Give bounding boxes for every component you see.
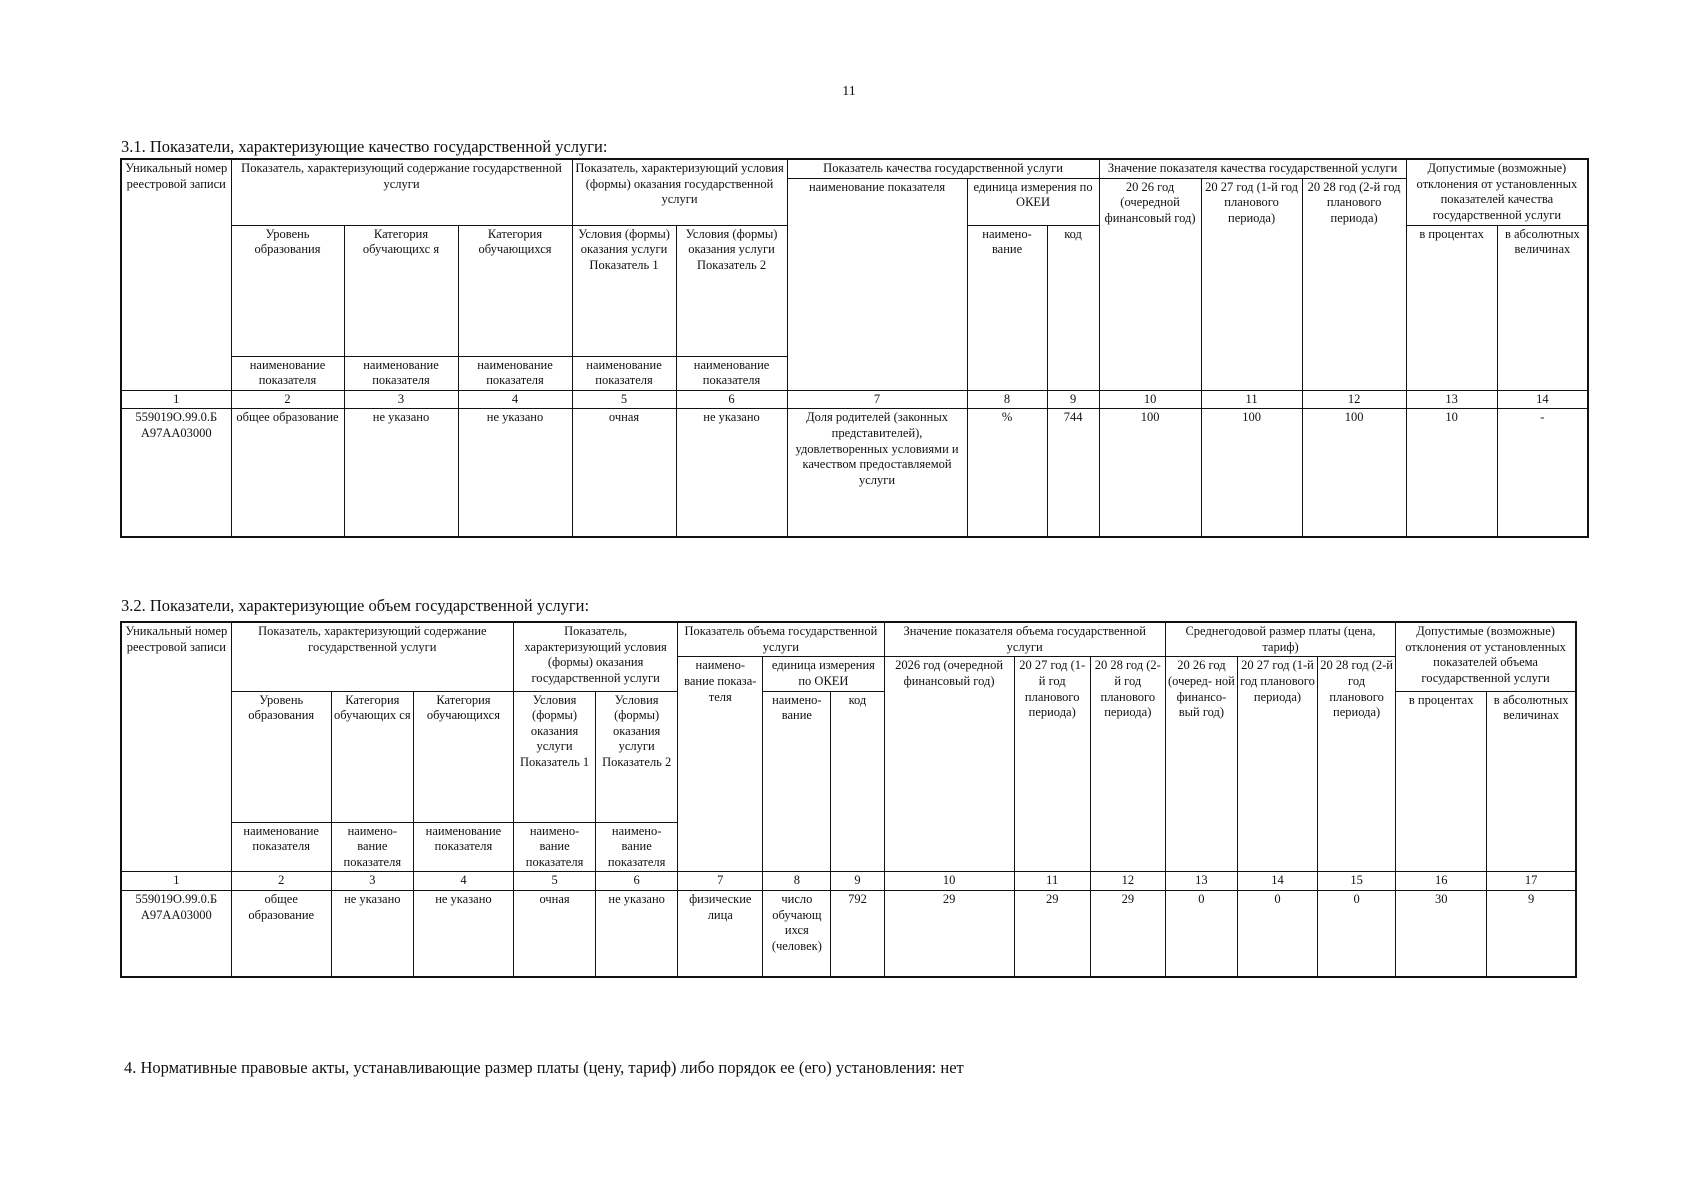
header-reg-number: Уникальный номер реестровой записи xyxy=(121,159,231,390)
header-unit-okei: единица измерения по ОКЕИ xyxy=(763,657,884,691)
column-number-cell-15: 15 xyxy=(1318,872,1396,891)
table-cell-10: 29 xyxy=(884,891,1014,977)
table-cell-16: 30 xyxy=(1396,891,1487,977)
header-student-category-1: Категория обучающих ся xyxy=(331,691,413,822)
column-number-row xyxy=(121,872,1576,891)
table-cell-5: очная xyxy=(572,409,676,537)
column-number-cell-13: 13 xyxy=(1165,872,1237,891)
header-indicator-name: наимено- вание показа- теля xyxy=(678,657,763,872)
header-indicator-name-sub: наименование показателя xyxy=(572,356,676,390)
header-quality-group: Показатель качества государственной услуги xyxy=(787,159,1099,178)
header-year-2026: 20 26 год (очередной финансовый год) xyxy=(1099,178,1201,390)
header-education-level: Уровень образования xyxy=(231,225,344,356)
column-number-cell-2: 2 xyxy=(231,390,344,409)
table-cell-4: не указано xyxy=(413,891,513,977)
header-volume-group: Показатель объема государственной услуги xyxy=(678,622,884,657)
header-condition-1: Условия (формы) оказания услуги Показатель 1 xyxy=(572,225,676,356)
header-fee-2028: 20 28 год (2-й год планового периода) xyxy=(1318,657,1396,872)
header-deviation-absolute: в абсолютных величинах xyxy=(1497,225,1588,390)
header-year-2027: 20 27 год (1-й год планового периода) xyxy=(1201,178,1302,390)
section-3-2-title: 3.2. Показатели, характеризующие объем государственной услуги: xyxy=(121,596,590,615)
table-cell-13: 0 xyxy=(1165,891,1237,977)
column-number-cell-8: 8 xyxy=(763,872,831,891)
header-reg-number: Уникальный номер реестровой записи xyxy=(121,622,231,872)
header-indicator-name-sub: наименование показателя xyxy=(458,356,572,390)
header-deviation-absolute: в абсолютных величинах xyxy=(1487,691,1576,872)
table-cell-15: 0 xyxy=(1318,891,1396,977)
table-row xyxy=(121,409,1588,537)
table-cell-12: 100 xyxy=(1302,409,1406,537)
table-cell-17: 9 xyxy=(1487,891,1576,977)
table-cell-4: не указано xyxy=(458,409,572,537)
header-content-group: Показатель, характеризующий содержание государственной услуги xyxy=(231,159,572,225)
column-number-cell-1: 1 xyxy=(121,390,231,409)
header-content-group: Показатель, характеризующий содержание государственной услуги xyxy=(231,622,513,691)
header-value-2026: 2026 год (очередной финансовый год) xyxy=(884,657,1014,872)
column-number-cell-11: 11 xyxy=(1201,390,1302,409)
header-unit-name: наимено- вание xyxy=(763,691,831,872)
header-value-group: Значение показателя качества государственной услуги xyxy=(1099,159,1406,178)
column-number-cell-10: 10 xyxy=(884,872,1014,891)
column-number-cell-6: 6 xyxy=(596,872,678,891)
table-cell-3: не указано xyxy=(344,409,458,537)
column-number-cell-8: 8 xyxy=(967,390,1047,409)
table-cell-14: - xyxy=(1497,409,1588,537)
table-cell-2: общее образование xyxy=(231,409,344,537)
column-number-cell-7: 7 xyxy=(787,390,967,409)
header-condition-1: Условия (формы) оказания услуги Показатель 1 xyxy=(514,691,596,822)
header-deviation-percent: в процентах xyxy=(1396,691,1487,872)
column-number-cell-14: 14 xyxy=(1237,872,1317,891)
table-cell-13: 10 xyxy=(1406,409,1497,537)
table-cell-9: 744 xyxy=(1047,409,1099,537)
column-number-row xyxy=(121,390,1588,409)
header-unit-name: наимено- вание xyxy=(967,225,1047,390)
table-cell-9: 792 xyxy=(831,891,884,977)
header-unit-okei: единица измерения по ОКЕИ xyxy=(967,178,1099,225)
column-number-cell-7: 7 xyxy=(678,872,763,891)
header-value-2027: 20 27 год (1-й год планового периода) xyxy=(1014,657,1090,872)
column-number-cell-2: 2 xyxy=(231,872,331,891)
column-number-cell-4: 4 xyxy=(413,872,513,891)
header-fee-2027: 20 27 год (1-й год планового периода) xyxy=(1237,657,1317,872)
table-row xyxy=(121,891,1576,977)
table-cell-8: % xyxy=(967,409,1047,537)
header-deviation-percent: в процентах xyxy=(1406,225,1497,390)
header-education-level: Уровень образования xyxy=(231,691,331,822)
table-cell-1: 559019О.99.0.Б А97АА03000 xyxy=(121,409,231,537)
table-cell-14: 0 xyxy=(1237,891,1317,977)
section-4-text: 4. Нормативные правовые акты, устанавливающие размер платы (цену, тариф) либо порядок ее (его) установления: нет xyxy=(124,1058,964,1077)
header-deviation-group: Допустимые (возможные) отклонения от установленных показателей объема государственной услуги xyxy=(1396,622,1576,691)
table-cell-6: не указано xyxy=(596,891,678,977)
column-number-cell-12: 12 xyxy=(1090,872,1165,891)
table-cell-11: 29 xyxy=(1014,891,1090,977)
table-cell-6: не указано xyxy=(676,409,787,537)
table-cell-8: число обучающ ихся (человек) xyxy=(763,891,831,977)
header-condition-2: Условия (формы) оказания услуги Показатель 2 xyxy=(596,691,678,822)
header-student-category-2: Категория обучающихся xyxy=(413,691,513,822)
header-condition-2: Условия (формы) оказания услуги Показатель 2 xyxy=(676,225,787,356)
header-conditions-group: Показатель, характеризующий условия (формы) оказания государственной услуги xyxy=(514,622,678,691)
table-cell-1: 559019О.99.0.Б А97АА03000 xyxy=(121,891,231,977)
header-indicator-name: наименование показателя xyxy=(787,178,967,390)
column-number-cell-14: 14 xyxy=(1497,390,1588,409)
column-number-cell-5: 5 xyxy=(572,390,676,409)
header-student-category-2: Категория обучающихся xyxy=(458,225,572,356)
quality-indicators-table xyxy=(120,158,1589,538)
table-cell-7: Доля родителей (законных представителей), удовлетворенных условиями и качеством предоставляемой услуги xyxy=(787,409,967,537)
table-cell-5: очная xyxy=(514,891,596,977)
column-number-cell-9: 9 xyxy=(1047,390,1099,409)
column-number-cell-1: 1 xyxy=(121,872,231,891)
column-number-cell-6: 6 xyxy=(676,390,787,409)
header-indicator-name-sub: наимено- вание показателя xyxy=(514,822,596,872)
header-indicator-name-sub: наименование показателя xyxy=(413,822,513,872)
header-unit-code: код xyxy=(831,691,884,872)
column-number-cell-3: 3 xyxy=(331,872,413,891)
column-number-cell-12: 12 xyxy=(1302,390,1406,409)
header-conditions-group: Показатель, характеризующий условия (формы) оказания государственной услуги xyxy=(572,159,787,225)
header-indicator-name-sub: наимено- вание показателя xyxy=(596,822,678,872)
table-cell-12: 29 xyxy=(1090,891,1165,977)
column-number-cell-13: 13 xyxy=(1406,390,1497,409)
header-year-2028: 20 28 год (2-й год планового периода) xyxy=(1302,178,1406,390)
header-indicator-name-sub: наименование показателя xyxy=(231,822,331,872)
header-indicator-name-sub: наимено- вание показателя xyxy=(331,822,413,872)
header-student-category-1: Категория обучающихс я xyxy=(344,225,458,356)
column-number-cell-4: 4 xyxy=(458,390,572,409)
column-number-cell-10: 10 xyxy=(1099,390,1201,409)
table-cell-7: физические лица xyxy=(678,891,763,977)
table-cell-3: не указано xyxy=(331,891,413,977)
section-3-1-title: 3.1. Показатели, характеризующие качество государственной услуги: xyxy=(121,137,608,156)
header-fee-group: Среднегодовой размер платы (цена, тариф) xyxy=(1165,622,1395,657)
table-cell-2: общее образование xyxy=(231,891,331,977)
page-number: 11 xyxy=(842,84,856,99)
header-value-2028: 20 28 год (2-й год планового периода) xyxy=(1090,657,1165,872)
header-indicator-name-sub: наименование показателя xyxy=(344,356,458,390)
table-cell-11: 100 xyxy=(1201,409,1302,537)
column-number-cell-3: 3 xyxy=(344,390,458,409)
header-fee-2026: 20 26 год (очеред- ной финансо- вый год) xyxy=(1165,657,1237,872)
volume-indicators-table xyxy=(120,621,1577,978)
header-deviation-group: Допустимые (возможные) отклонения от установленных показателей качества государственной услуги xyxy=(1406,159,1588,225)
column-number-cell-9: 9 xyxy=(831,872,884,891)
header-unit-code: код xyxy=(1047,225,1099,390)
header-indicator-name-sub: наименование показателя xyxy=(676,356,787,390)
column-number-cell-11: 11 xyxy=(1014,872,1090,891)
header-value-group: Значение показателя объема государственной услуги xyxy=(884,622,1165,657)
header-indicator-name-sub: наименование показателя xyxy=(231,356,344,390)
column-number-cell-5: 5 xyxy=(514,872,596,891)
table-cell-10: 100 xyxy=(1099,409,1201,537)
column-number-cell-17: 17 xyxy=(1487,872,1576,891)
column-number-cell-16: 16 xyxy=(1396,872,1487,891)
